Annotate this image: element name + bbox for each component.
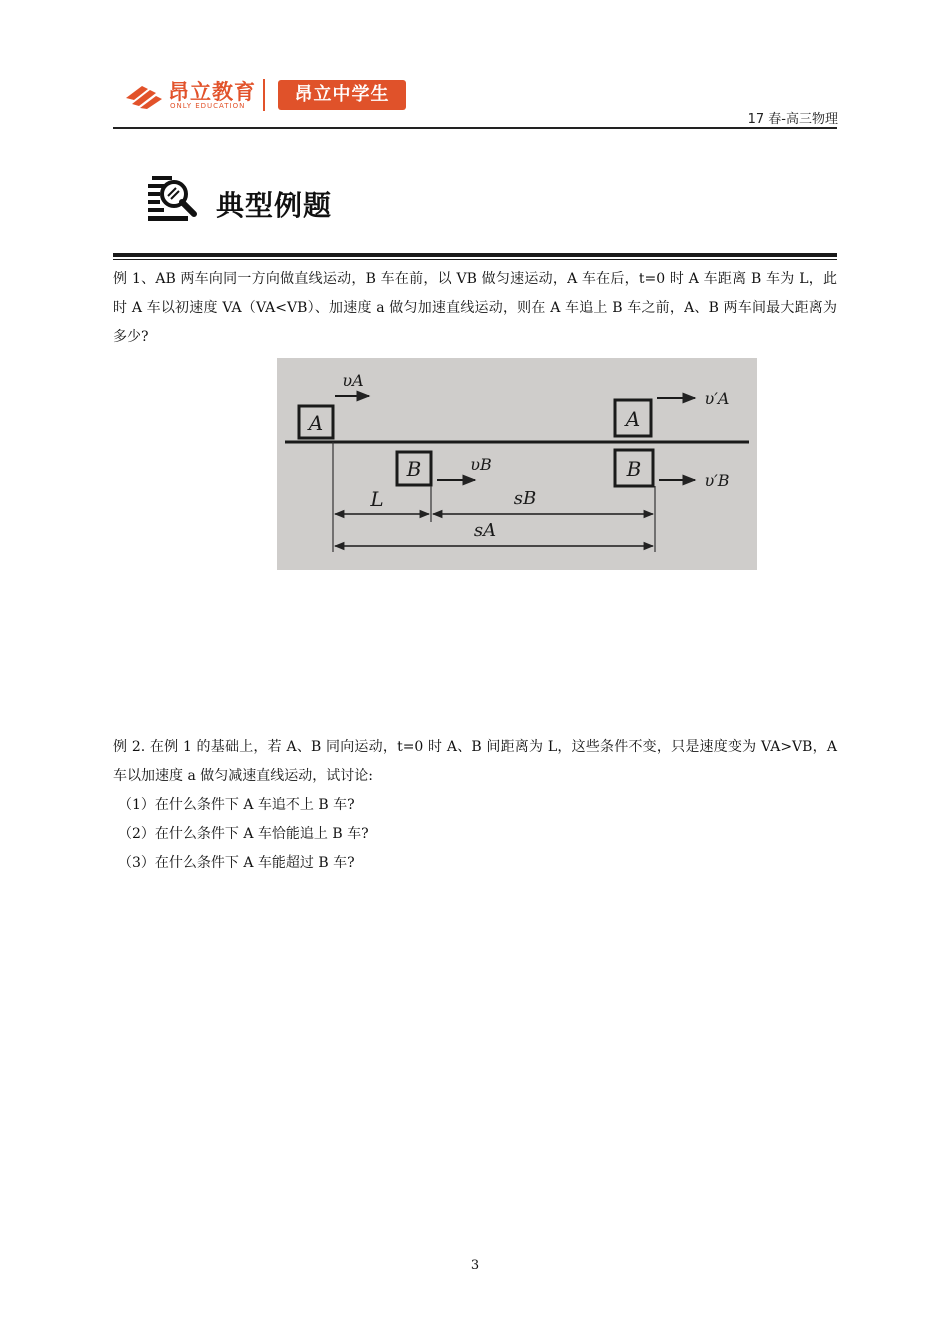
title-rule [113, 253, 837, 257]
header-rule [113, 127, 837, 129]
program-badge: 昂立中学生 [278, 80, 406, 110]
dimension-sa-label: sA [473, 520, 497, 541]
example-2-item: （1）在什么条件下 A 车追不上 B 车? [118, 797, 355, 813]
v-a-label: υA [342, 371, 364, 390]
brand-name-english: ONLY EDUCATION [170, 102, 246, 110]
v-b-label: υB [470, 455, 492, 474]
brand-logo-icon [122, 80, 164, 110]
motion-diagram [277, 358, 757, 570]
car-b-start-label: B [406, 457, 422, 481]
brand-name: 昂立教育 [168, 80, 256, 104]
search-document-icon [146, 174, 198, 224]
example-1-text: 例 1、AB 两车向同一方向做直线运动，B 车在前，以 VB 做匀速运动，A 车在后，t=0 时 A 车距离 B 车为 L，此时 A 车以初速度 VA（VA<VB）、加速度 a 做匀加速直线运动，则在 A 车追上 B 车之前，A、B 两车间最大距离为多少? [113, 271, 837, 345]
v-a-prime-label: υ′A [704, 389, 730, 408]
example-2-item: （3）在什么条件下 A 车能超过 B 车? [118, 855, 355, 871]
section-title: 典型例题 [216, 189, 333, 222]
example-2-item: （2）在什么条件下 A 车恰能追上 B 车? [118, 826, 369, 842]
dimension-sb-label: sB [513, 488, 537, 509]
page-number: 3 [470, 1258, 480, 1273]
car-a-end-label: A [625, 407, 641, 431]
course-label: 17 春-高三物理 [747, 112, 838, 127]
car-b-end-label: B [626, 457, 642, 481]
v-b-prime-label: υ′B [704, 471, 730, 490]
car-a-start-label: A [308, 411, 324, 435]
title-rule-thin [113, 259, 837, 260]
header-divider [263, 79, 265, 111]
example-2-text: 例 2. 在例 1 的基础上，若 A、B 同向运动，t=0 时 A、B 间距离为 L，这些条件不变，只是速度变为 VA>VB，A 车以加速度 a 做匀减速直线运动，试讨论: [113, 739, 837, 784]
dimension-l-label: L [370, 487, 384, 511]
